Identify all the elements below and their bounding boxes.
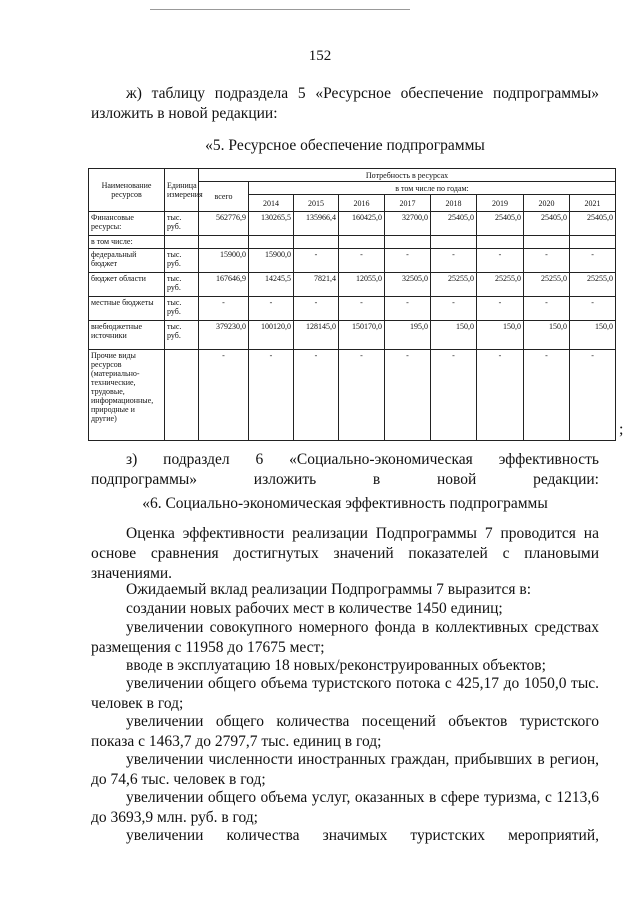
unit-cell xyxy=(165,236,199,249)
year-value-cell: 195,0 xyxy=(385,320,431,349)
paragraph-expected: Ожидаемый вклад реализации Подпрограммы 7 выразится в: xyxy=(126,581,532,598)
paragraph-events: увеличении количества значимых туристских мероприятий, xyxy=(126,827,599,844)
paragraph-tourist-flow: увеличении общего объема туристского потока с 425,17 до 1050,0 тыс. человек в год; xyxy=(91,675,599,712)
total-cell: 379230,0 xyxy=(199,320,249,349)
paragraph-objects: вводе в эксплуатацию 18 новых/реконструированных объектов; xyxy=(126,657,546,674)
resource-name-cell: Прочие виды ресурсов (материально-технические, трудовые, информационные, природные и другие) xyxy=(89,349,165,440)
unit-cell: тыс. руб. xyxy=(165,296,199,320)
year-value-cell xyxy=(339,236,385,249)
paragraph-assessment: Оценка эффективности реализации Подпрограммы 7 проводится на основе сравнения достигнутых значений показателей с плановыми значениями. xyxy=(91,525,599,582)
resource-name-cell: федеральный бюджет xyxy=(89,249,165,273)
year-value-cell: - xyxy=(524,249,570,273)
table-row xyxy=(89,236,616,249)
year-value-cell: - xyxy=(294,349,339,440)
header-year: 2019 xyxy=(477,195,524,212)
unit-cell xyxy=(165,349,199,440)
table-row xyxy=(89,212,616,236)
year-value-cell: 100120,0 xyxy=(249,320,294,349)
resource-table xyxy=(88,168,616,441)
year-value-cell: - xyxy=(570,296,616,320)
resource-name-cell: Финансовые ресурсы: xyxy=(89,212,165,236)
year-value-cell: - xyxy=(385,349,431,440)
year-value-cell: - xyxy=(524,296,570,320)
year-value-cell: - xyxy=(339,349,385,440)
year-value-cell: - xyxy=(294,249,339,273)
year-value-cell: 7821,4 xyxy=(294,272,339,296)
year-value-cell: 150,0 xyxy=(477,320,524,349)
year-value-cell: - xyxy=(477,296,524,320)
header-year: 2018 xyxy=(431,195,477,212)
year-value-cell: 150,0 xyxy=(570,320,616,349)
header-total: всего xyxy=(199,182,249,212)
year-value-cell: - xyxy=(477,249,524,273)
unit-cell: тыс. руб. xyxy=(165,272,199,296)
header-year: 2014 xyxy=(249,195,294,212)
year-value-cell: - xyxy=(249,296,294,320)
header-by-years: в том числе по годам: xyxy=(249,182,616,195)
total-cell: - xyxy=(199,349,249,440)
resource-name-cell: в том числе: xyxy=(89,236,165,249)
year-value-cell: - xyxy=(339,249,385,273)
year-value-cell: 150,0 xyxy=(524,320,570,349)
total-cell: 15900,0 xyxy=(199,249,249,273)
year-value-cell: 25255,0 xyxy=(524,272,570,296)
total-cell: - xyxy=(199,296,249,320)
paragraph-jobs: создании новых рабочих мест в количестве 1450 единиц; xyxy=(126,600,503,617)
total-cell: 562776,9 xyxy=(199,212,249,236)
year-value-cell: 15900,0 xyxy=(249,249,294,273)
year-value-cell: 130265,5 xyxy=(249,212,294,236)
year-value-cell: 25405,0 xyxy=(524,212,570,236)
header-resource-name: Наименование ресурсов xyxy=(89,169,165,212)
unit-cell: тыс. руб. xyxy=(165,320,199,349)
table-row xyxy=(89,272,616,296)
year-value-cell: - xyxy=(524,349,570,440)
table-row xyxy=(89,349,616,440)
total-cell: 167646,9 xyxy=(199,272,249,296)
paragraph-services: увеличении общего объема услуг, оказанных в сфере туризма, с 1213,6 до 3693,9 млн. руб. в год; xyxy=(91,789,599,826)
year-value-cell xyxy=(385,236,431,249)
year-value-cell: - xyxy=(431,349,477,440)
year-value-cell xyxy=(477,236,524,249)
intro-paragraph: ж) таблицу подраздела 5 «Ресурсное обеспечение подпрограммы» изложить в новой редакции: xyxy=(91,85,599,122)
unit-cell: тыс. руб. xyxy=(165,249,199,273)
year-value-cell xyxy=(524,236,570,249)
year-value-cell: - xyxy=(431,249,477,273)
year-value-cell: 25405,0 xyxy=(431,212,477,236)
year-value-cell: 128145,0 xyxy=(294,320,339,349)
resource-name-cell: бюджет области xyxy=(89,272,165,296)
year-value-cell: - xyxy=(431,296,477,320)
header-year: 2017 xyxy=(385,195,431,212)
year-value-cell: 25255,0 xyxy=(477,272,524,296)
year-value-cell: - xyxy=(570,249,616,273)
year-value-cell: - xyxy=(477,349,524,440)
year-value-cell: 32505,0 xyxy=(385,272,431,296)
scan-artifact-line xyxy=(150,9,410,10)
year-value-cell xyxy=(294,236,339,249)
unit-cell: тыс. руб. xyxy=(165,212,199,236)
year-value-cell: 150170,0 xyxy=(339,320,385,349)
table-row xyxy=(89,296,616,320)
header-year: 2020 xyxy=(524,195,570,212)
year-value-cell: 12055,0 xyxy=(339,272,385,296)
year-value-cell: 135966,4 xyxy=(294,212,339,236)
resource-name-cell: местные бюджеты xyxy=(89,296,165,320)
header-year: 2015 xyxy=(294,195,339,212)
year-value-cell: - xyxy=(249,349,294,440)
page-number: 152 xyxy=(308,48,332,64)
year-value-cell: - xyxy=(570,349,616,440)
table-row xyxy=(89,249,616,273)
item-z-paragraph: з) подраздел 6 «Социально-экономическая эффективность подпрограммы» изложить в новой редакции: xyxy=(91,451,599,488)
section6-title: «6. Социально-экономическая эффективность подпрограммы xyxy=(142,495,548,512)
year-value-cell: - xyxy=(385,249,431,273)
header-year: 2016 xyxy=(339,195,385,212)
year-value-cell: 14245,5 xyxy=(249,272,294,296)
year-value-cell: 25405,0 xyxy=(477,212,524,236)
header-need: Потребность в ресурсах xyxy=(199,169,616,182)
year-value-cell: - xyxy=(339,296,385,320)
year-value-cell: 25255,0 xyxy=(431,272,477,296)
year-value-cell: 160425,0 xyxy=(339,212,385,236)
table-title: «5. Ресурсное обеспечение подпрограммы xyxy=(205,137,485,154)
year-value-cell xyxy=(431,236,477,249)
year-value-cell: 32700,0 xyxy=(385,212,431,236)
paragraph-foreigners: увеличении численности иностранных граждан, прибывших в регион, до 74,6 тыс. человек в год; xyxy=(91,751,599,788)
year-value-cell: 150,0 xyxy=(431,320,477,349)
year-value-cell xyxy=(570,236,616,249)
year-value-cell: - xyxy=(294,296,339,320)
year-value-cell xyxy=(249,236,294,249)
year-value-cell: - xyxy=(385,296,431,320)
header-unit: Единица измерения xyxy=(165,169,199,212)
year-value-cell: 25405,0 xyxy=(570,212,616,236)
total-cell xyxy=(199,236,249,249)
table-end-semicolon: ; xyxy=(619,421,624,438)
paragraph-rooms: увеличении совокупного номерного фонда в коллективных средствах размещения с 11958 до 17675 мест; xyxy=(91,619,599,656)
table-row xyxy=(89,320,616,349)
year-value-cell: 25255,0 xyxy=(570,272,616,296)
header-year: 2021 xyxy=(570,195,616,212)
paragraph-visits: увеличении общего количества посещений объектов туристского показа с 1463,7 до 2797,7 тыс. единиц в год; xyxy=(91,713,599,750)
resource-name-cell: внебюджетные источники xyxy=(89,320,165,349)
